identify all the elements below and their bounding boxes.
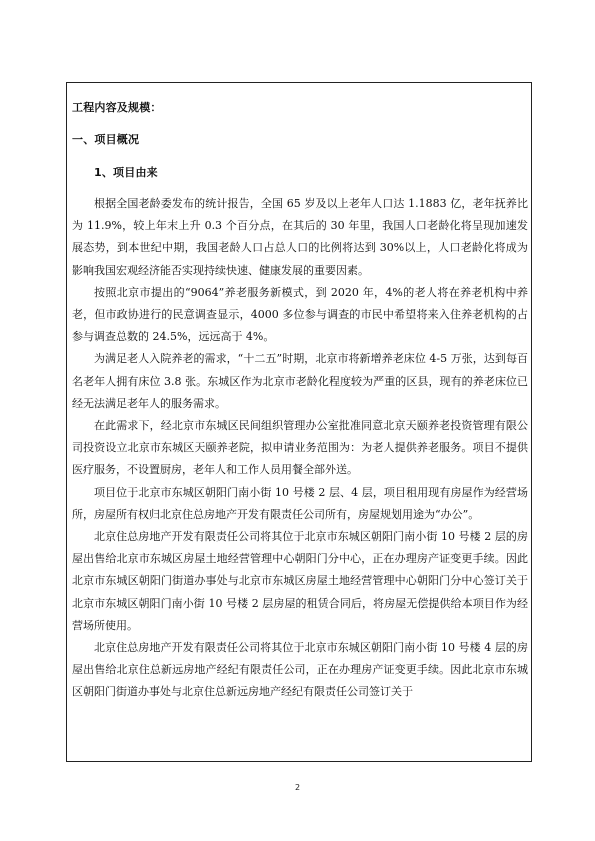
paragraph-9064-model: 按照北京市提出的“9064”养老服务新模式，到 2020 年，4%的老人将在养老机构中养老，但市政协进行的民意调查显示，4000 多位参与调查的市民中希望将来入住养老机构的占参与调查总数的 24.5%，远远高于 4%。	[72, 285, 528, 344]
document-body	[72, 193, 528, 704]
paragraph-approval: 在此需求下，经北京市东城区民间组织管理办公室批准同意北京天颐养老投资管理有限公司投资设立北京市东城区天颐养老院，拟申请业务范围为：为老人提供养老服务。项目不提供医疗服务，不设置厨房，老年人和工作人员用餐全部外送。	[72, 419, 528, 477]
page-number: 2	[294, 783, 301, 792]
section-label: 工程内容及规模：	[72, 101, 162, 114]
paragraph-floor-4: 北京住总房地产开发有限责任公司将其位于北京市东城区朝阳门南小街 10 号楼 4 层的房屋出售给北京住总新远房地产经纪有限责任公司，正在办理房产证变更手续。因此北京市东城区朝阳门街道办事处与北京住总新远房地产经纪有限责任公司签订关于	[72, 641, 528, 699]
paragraph-floor-2: 北京住总房地产开发有限责任公司将其位于北京市东城区朝阳门南小街 10 号楼 2 层的房屋出售给北京市东城区房屋土地经营管理中心朝阳门分中心，正在办理房产证变更手续。因此北京市东城区朝阳门街道办事处与北京市东城区房屋土地经营管理中心朝阳门分中心签订关于北京市东城区朝阳门南小街 10 号楼 2 层房屋的租赁合同后，将房屋无偿提供给本项目作为经营场所使用。	[72, 530, 528, 632]
subsection-heading: 1、项目由来	[94, 166, 158, 179]
section-heading: 一、项目概况	[72, 133, 140, 146]
paragraph-aging-statistics: 根据全国老龄委发布的统计报告，全国 65 岁及以上老年人口达 1.1883 亿，老年抚养比为 11.9%，较上年末上升 0.3 个百分点，在其后的 30 年里，我国人口老龄化将呈现加速发展态势，到本世纪中期，我国老龄人口占总人口的比例将达到 30%以上，人口老龄化将成为影响我国宏观经济能否实现持续快速、健康发展的重要因素。	[72, 197, 528, 277]
paragraph-location: 项目位于北京市东城区朝阳门南小街 10 号楼 2 层、4 层，项目租用现有房屋作为经营场所，房屋所有权归北京住总房地产开发有限责任公司所有，房屋规划用途为“办公”。	[72, 485, 528, 521]
paragraph-bed-demand: 为满足老人入院养老的需求，“十二五”时期，北京市将新增养老床位 4-5 万张，达到每百名老年人拥有床位 3.8 张。东城区作为北京市老龄化程度较为严重的区县，现有的养老床位已经无法满足老年人的服务需求。	[72, 352, 528, 410]
